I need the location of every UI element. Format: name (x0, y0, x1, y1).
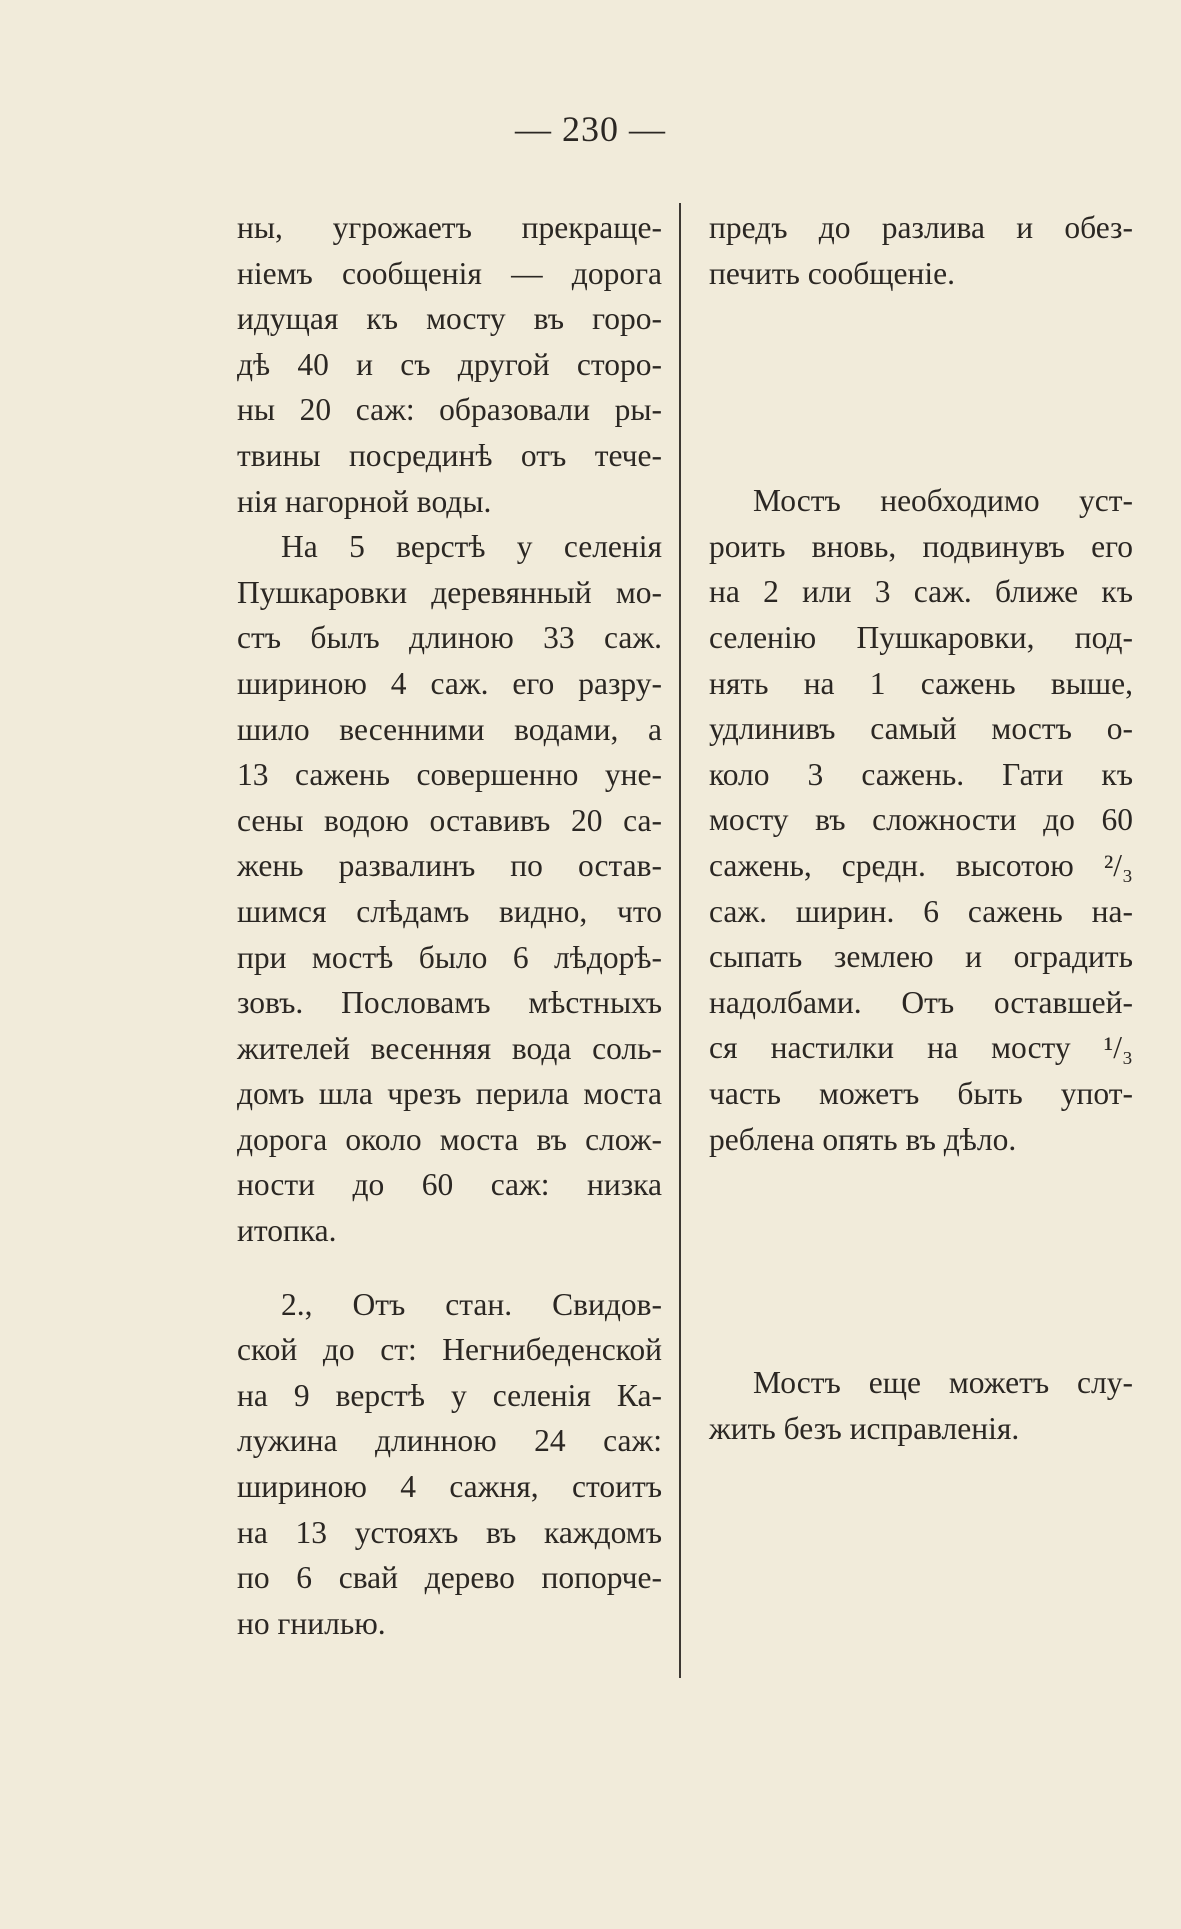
text-line: сыпать землею и оградить (709, 939, 1133, 975)
text-line: по 6 свай дерево попорче- (237, 1560, 662, 1596)
text-line: Пушкаровки деревянный мо- (237, 574, 662, 610)
right-paragraph-1 (709, 205, 1133, 296)
right-column (709, 205, 1133, 1451)
column-divider (679, 203, 681, 1678)
text-line: реблена опять въ дѣло. (709, 1121, 1017, 1157)
text-line: саж. ширин. 6 сажень на- (709, 893, 1133, 929)
text-line: удлинивъ самый мостъ о- (709, 711, 1133, 747)
text-line: часть можетъ быть упот- (709, 1075, 1133, 1111)
text-line: На 5 верстѣ у селенія (281, 529, 662, 565)
text-line: 13 сажень совершенно уне- (237, 757, 662, 793)
text-line: жить безъ исправленія. (709, 1410, 1020, 1446)
text-line: ны 20 саж: образовали ры- (237, 392, 662, 428)
text-line: селенію Пушкаровки, под- (709, 619, 1133, 655)
left-column (237, 205, 662, 1646)
text-line: предъ до разлива и обез- (709, 210, 1133, 245)
text-line: на 2 или 3 саж. ближе къ (709, 574, 1133, 610)
left-paragraph-3 (237, 1282, 662, 1647)
right-paragraph-2 (709, 478, 1133, 1162)
text-line: ся настилки на мосту ¹/₃ (709, 1030, 1133, 1066)
text-line: идущая къ мосту въ горо- (237, 301, 662, 337)
text-line: нія нагорной воды. (237, 483, 492, 519)
text-line: на 9 верстѣ у селенія Ка- (237, 1377, 662, 1413)
text-line: шило весенними водами, а (237, 711, 662, 747)
text-line: итопка. (237, 1213, 337, 1249)
left-paragraph-1 (237, 205, 662, 524)
text-line: нять на 1 сажень выше, (709, 665, 1133, 701)
text-line: коло 3 сажень. Гати къ (709, 756, 1133, 792)
text-line: стъ былъ длиною 33 саж. (237, 620, 662, 656)
text-line: шириною 4 саж. его разру- (237, 665, 662, 701)
text-line: при мостѣ было 6 лѣдорѣ- (237, 939, 662, 975)
text-line: на 13 устояхъ въ каждомъ (237, 1514, 662, 1550)
text-line: жителей весенняя вода соль- (237, 1030, 662, 1066)
text-line: 2., Отъ стан. Свидов- (281, 1286, 662, 1322)
text-line: печить сообщеніе. (709, 255, 955, 291)
text-line: ніемъ сообщенія — дорога (237, 255, 662, 291)
text-line: лужина длинною 24 саж: (237, 1423, 662, 1459)
text-line: надолбами. Отъ оставшей- (709, 984, 1133, 1020)
text-line: роить вновь, подвинувъ его (709, 528, 1133, 564)
text-line: шимся слѣдамъ видно, что (237, 893, 662, 929)
left-paragraph-2 (237, 524, 662, 1254)
text-line: твины посрединѣ отъ тече- (237, 437, 662, 473)
text-line: мосту въ сложности до 60 (709, 802, 1133, 838)
text-line: Мостъ еще можетъ слу- (753, 1365, 1133, 1401)
text-line: дѣ 40 и съ другой сторо- (237, 346, 662, 382)
text-line: Мостъ необходимо уст- (753, 483, 1133, 519)
text-line: сены водою оставивъ 20 са- (237, 802, 662, 838)
text-line: ской до ст: Негнибеденской (237, 1332, 662, 1368)
text-line: зовъ. Пословамъ мѣстныхъ (237, 985, 662, 1021)
text-line: домъ шла чрезъ перила моста (237, 1076, 662, 1112)
page-number: — 230 — (515, 109, 666, 149)
text-line: ности до 60 саж: низка (237, 1167, 662, 1203)
text-line: жень развалинъ по остав- (237, 848, 662, 884)
text-line: ны, угрожаетъ прекраще- (237, 210, 662, 245)
right-paragraph-3 (709, 1360, 1133, 1451)
text-line: сажень, средн. высотою ²/₃ (709, 847, 1133, 883)
text-line: шириною 4 сажня, стоитъ (237, 1469, 662, 1505)
text-line: дорога около моста въ слож- (237, 1121, 662, 1157)
text-line: но гнилью. (237, 1605, 386, 1641)
